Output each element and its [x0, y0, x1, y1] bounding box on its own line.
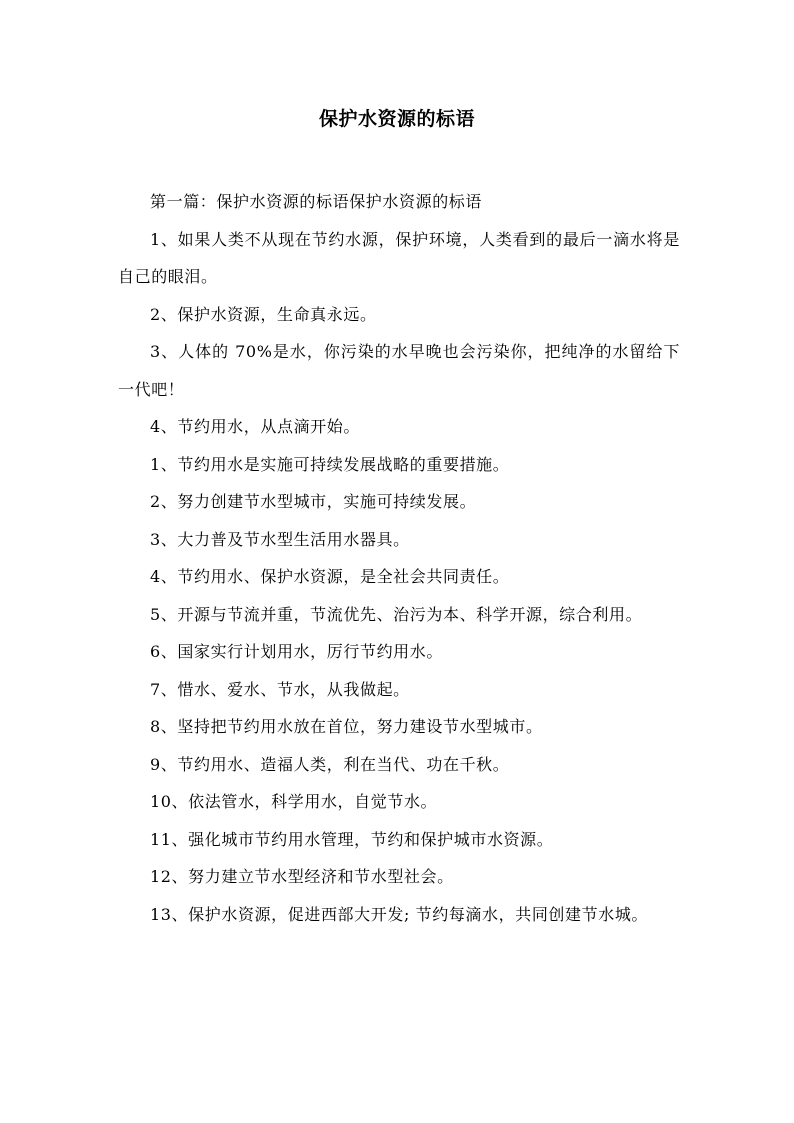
slogan-item: 13、保护水资源，促进西部大开发; 节约每滴水，共同创建节水城。 — [150, 904, 649, 924]
document-title: 保护水资源的标语 — [318, 108, 475, 130]
slogan-item: 4、节约用水、保护水资源，是全社会共同责任。 — [150, 567, 510, 586]
paragraph-heading: 第一篇：保护水资源的标语保护水资源的标语 — [150, 192, 483, 211]
slogan-item: 11、强化城市节约用水管理，节约和保护城市水资源。 — [150, 829, 554, 849]
slogan-item: 2、保护水资源，生命真永远。 — [150, 304, 377, 324]
slogan-item: 5、开源与节流并重，节流优先、治污为本、科学开源，综合利用。 — [150, 604, 643, 624]
slogan-item: 9、节约用水、造福人类，利在当代、功在千秋。 — [150, 754, 510, 774]
slogan-item: 3、人体的 70%是水，你污染的水早晚也会污染你，把纯净的水留给下一代吧！ — [118, 342, 680, 399]
slogan-item: 1、节约用水是实施可持续发展战略的重要措施。 — [150, 454, 510, 474]
slogan-item: 8、坚持把节约用水放在首位，努力建设节水型城市。 — [150, 717, 543, 736]
slogan-item: 1、如果人类不从现在节约水源，保护环境，人类看到的最后一滴水将是自己的眼泪。 — [118, 229, 680, 286]
slogan-item: 6、国家实行计划用水，厉行节约用水。 — [150, 642, 443, 661]
slogan-item: 3、大力普及节水型生活用水器具。 — [150, 529, 410, 549]
slogan-item: 12、努力建立节水型经济和节水型社会。 — [150, 867, 454, 886]
slogan-item: 7、惜水、爱水、节水，从我做起。 — [150, 679, 410, 699]
slogan-item: 2、努力创建节水型城市，实施可持续发展。 — [150, 492, 477, 511]
document-body — [118, 183, 680, 933]
slogan-item: 10、依法管水，科学用水，自觉节水。 — [150, 792, 438, 811]
slogan-item: 4、节约用水，从点滴开始。 — [150, 417, 360, 436]
